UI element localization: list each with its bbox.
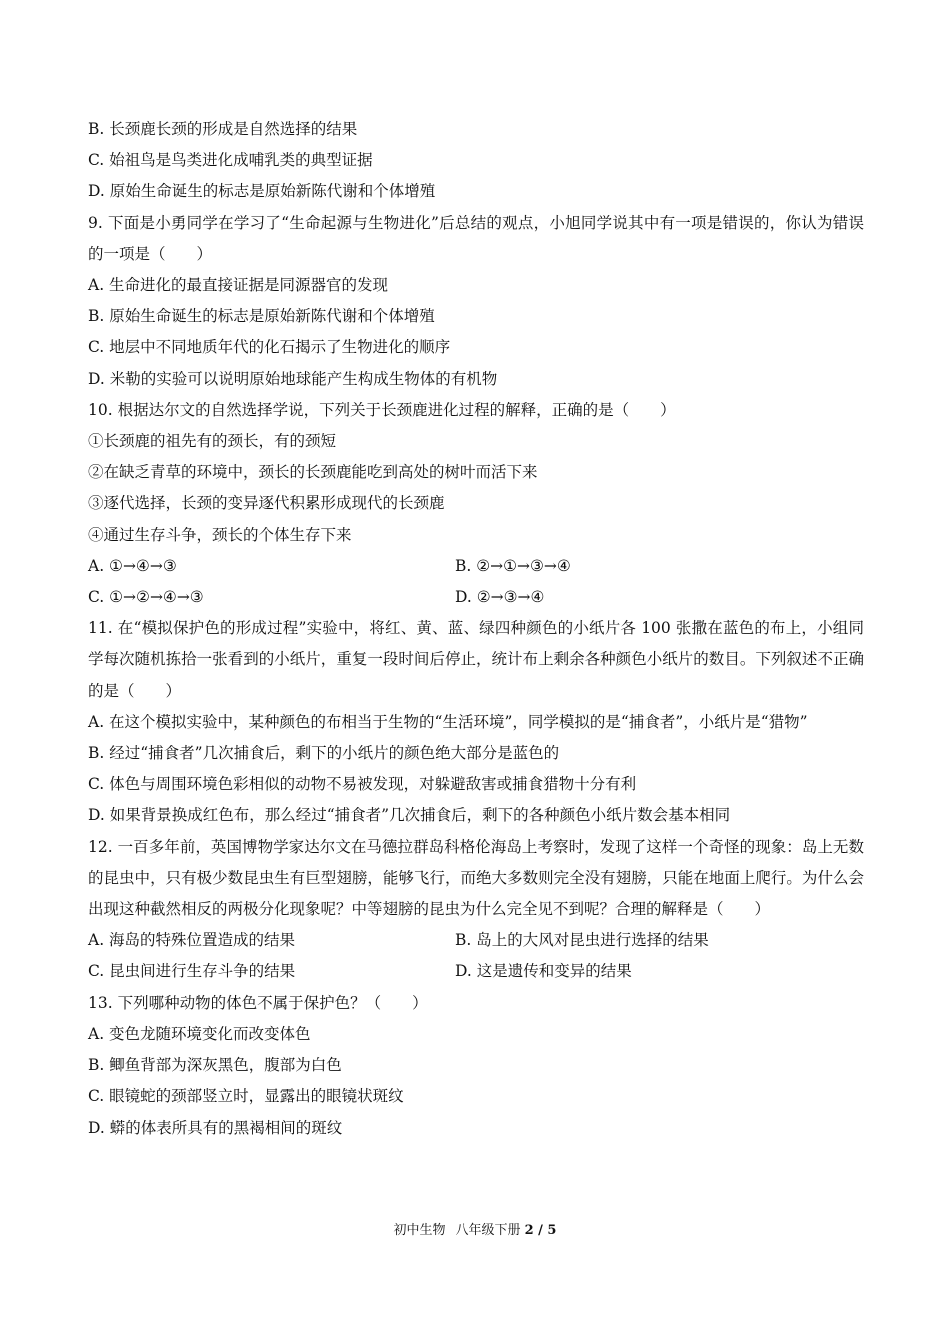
- q11-stem: 11. 在“模拟保护色的形成过程”实验中，将红、黄、蓝、绿四种颜色的小纸片各 100 张撒在蓝色的布上，小组同学每次随机拣拾一张看到的小纸片，重复一段时间后停止，统计布上剩余各种颜色小纸片的数目。下列叙述不正确的是（ ）: [88, 619, 864, 700]
- q8-option-d: D. 原始生命诞生的标志是原始新陈代谢和个体增殖: [88, 182, 436, 201]
- q13-stem: 13. 下列哪种动物的体色不属于保护色？（ ）: [88, 993, 428, 1012]
- footer-page-number: 2 / 5: [524, 1223, 557, 1238]
- footer-grade: 八年级下册: [455, 1223, 521, 1238]
- q13-option-d: D. 蟒的体表所具有的黑褐相间的斑纹: [88, 1118, 343, 1137]
- q10-option-a: A. ①→④→③: [88, 556, 177, 575]
- q11-option-c: C. 体色与周围环境色彩相似的动物不易被发现，对躲避敌害或捕食猎物十分有利: [88, 775, 637, 794]
- q10-statement-1: ①长颈鹿的祖先有的颈长，有的颈短: [88, 432, 337, 451]
- q12-option-c: C. 昆虫间进行生存斗争的结果: [88, 962, 296, 981]
- q10-options-row-1: [88, 551, 864, 582]
- q8-option-b: B. 长颈鹿长颈的形成是自然选择的结果: [88, 120, 358, 138]
- footer-subject: 初中生物: [393, 1223, 446, 1238]
- q11-option-b: B. 经过“捕食者”几次捕食后，剩下的小纸片的颜色绝大部分是蓝色的: [88, 744, 560, 763]
- q13-option-c: C. 眼镜蛇的颈部竖立时，显露出的眼镜状斑纹: [88, 1087, 404, 1106]
- q8-option-c: C. 始祖鸟是鸟类进化成哺乳类的典型证据: [88, 151, 373, 170]
- q12-option-b: B. 岛上的大风对昆虫进行选择的结果: [455, 931, 709, 950]
- q12-option-a: A. 海岛的特殊位置造成的结果: [88, 931, 296, 950]
- q9-option-c: C. 地层中不同地质年代的化石揭示了生物进化的顺序: [88, 338, 451, 357]
- page-footer: [0, 1221, 950, 1241]
- q10-options-row-2: [88, 582, 864, 613]
- q13-option-b: B. 鲫鱼背部为深灰黑色，腹部为白色: [88, 1056, 342, 1075]
- q10-option-d: D. ②→③→④: [455, 588, 545, 607]
- page-content: [88, 114, 864, 1144]
- q10-option-c: C. ①→②→④→③: [88, 588, 204, 607]
- q9-option-d: D. 米勒的实验可以说明原始地球能产生构成生物体的有机物: [88, 369, 498, 388]
- q12-options-row-1: [88, 925, 864, 956]
- q9-stem: 9. 下面是小勇同学在学习了“生命起源与生物进化”后总结的观点，小旭同学说其中有一项是错误的，你认为错误的一项是（ ）: [88, 213, 864, 263]
- q10-statement-2: ②在缺乏青草的环境中，颈长的长颈鹿能吃到高处的树叶而活下来: [88, 463, 538, 482]
- q11-option-d: D. 如果背景换成红色布，那么经过“捕食者”几次捕食后，剩下的各种颜色小纸片数会基本相同: [88, 806, 731, 825]
- q13-option-a: A. 变色龙随环境变化而改变体色: [88, 1024, 311, 1043]
- q9-option-b: B. 原始生命诞生的标志是原始新陈代谢和个体增殖: [88, 307, 435, 326]
- q11-option-a: A. 在这个模拟实验中，某种颜色的布相当于生物的“生活环境”，同学模拟的是“捕食者”，小纸片是“猎物”: [88, 712, 808, 731]
- q12-option-d: D. 这是遗传和变异的结果: [455, 962, 632, 981]
- q10-statement-3: ③逐代选择，长颈的变异逐代积累形成现代的长颈鹿: [88, 494, 445, 513]
- q10-stem: 10. 根据达尔文的自然选择学说，下列关于长颈鹿进化过程的解释，正确的是（ ）: [88, 400, 676, 419]
- q12-options-row-2: [88, 956, 864, 987]
- q10-statement-4: ④通过生存斗争，颈长的个体生存下来: [88, 525, 352, 544]
- q9-option-a: A. 生命进化的最直接证据是同源器官的发现: [88, 276, 389, 295]
- q12-stem: 12. 一百多年前，英国博物学家达尔文在马德拉群岛科格伦海岛上考察时，发现了这样一个奇怪的现象：岛上无数的昆虫中，只有极少数昆虫生有巨型翅膀，能够飞行，而绝大多数则完全没有翅膀，只能在地面上爬行。为什么会出现这种截然相反的两极分化现象呢？中等翅膀的昆虫为什么完全见不到呢？合理的解释是（ ）: [88, 837, 864, 919]
- q10-option-b: B. ②→①→③→④: [455, 556, 571, 575]
